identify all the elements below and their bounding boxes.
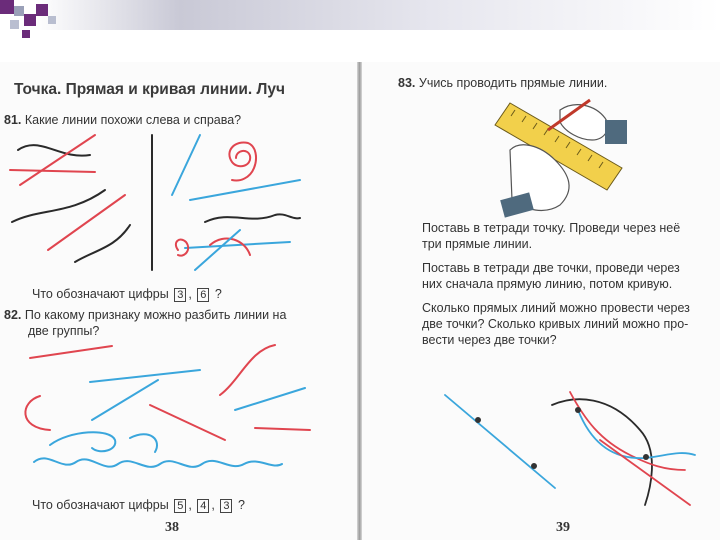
- digit-box: 3: [220, 499, 232, 513]
- question-mark: ?: [237, 498, 245, 512]
- curve-red: [25, 396, 50, 430]
- ex83-lines: [445, 392, 695, 505]
- line-blue-straight: [445, 395, 555, 488]
- curve-blue: [130, 434, 157, 452]
- instruction-line: две точки? Сколько кривых линий можно про-: [422, 317, 689, 331]
- digit-box: 4: [197, 499, 209, 513]
- wave-blue: [34, 458, 282, 467]
- question-mark: ?: [214, 287, 222, 301]
- point: [531, 463, 537, 469]
- spiral-red: [229, 142, 256, 180]
- ex83-text: Учись проводить прямые линии.: [418, 76, 608, 90]
- exercise-number: 82.: [4, 308, 22, 322]
- instruction-line: них сначала прямую линию, потом кривую.: [422, 277, 673, 291]
- line-blue: [195, 230, 240, 270]
- line-blue: [90, 370, 200, 382]
- page-number-left: 38: [165, 520, 179, 535]
- question-text: Что обозначают цифры: [32, 287, 169, 301]
- line-red: [600, 440, 690, 505]
- exercise-number: 81.: [4, 113, 22, 127]
- curve-black: [75, 225, 130, 262]
- line-red: [20, 135, 95, 185]
- ex82-text-line2: две группы?: [28, 324, 100, 338]
- line-red: [255, 428, 310, 430]
- instruction-line: три прямые линии.: [422, 237, 533, 251]
- ex81-lines: [10, 135, 300, 270]
- lesson-title: Точка. Прямая и кривая линии. Луч: [14, 81, 286, 98]
- digit-box: 3: [174, 288, 186, 302]
- line-blue: [92, 380, 158, 420]
- line-red: [10, 170, 95, 172]
- page-number-right: 39: [556, 520, 570, 535]
- line-blue: [190, 180, 300, 200]
- hand-right: [560, 105, 608, 140]
- ex81-question: Что обозначают цифры 3 , 6 ?: [32, 287, 222, 301]
- digit-box: 6: [197, 288, 209, 302]
- point: [475, 417, 481, 423]
- instruction-line: Поставь в тетради точку. Проведи через неё: [422, 221, 681, 235]
- curve-blue: [578, 410, 695, 458]
- line-blue: [185, 242, 290, 248]
- line-red: [150, 405, 225, 440]
- curve-black: [12, 190, 105, 222]
- instruction-line: Сколько прямых линий можно провести через: [422, 301, 690, 315]
- curve-red: [570, 392, 685, 470]
- curve-blue: [50, 432, 115, 451]
- ruler-illustration: [495, 100, 627, 218]
- point: [575, 407, 581, 413]
- line-blue: [172, 135, 200, 195]
- instruction-line: Поставь в тетради две точки, проведи через: [422, 261, 680, 275]
- ex82-question: Что обозначают цифры 5 , 4 , 3 ?: [32, 498, 245, 512]
- exercise-number: 83.: [398, 76, 416, 90]
- sleeve-right: [605, 120, 627, 144]
- question-text: Что обозначают цифры: [32, 498, 169, 512]
- point: [643, 454, 649, 460]
- ex82-text-line1: По какому признаку можно разбить линии на: [24, 308, 287, 322]
- ex81-heading: [4, 113, 241, 128]
- ex82-lines: [25, 345, 310, 467]
- curve-black: [205, 214, 300, 222]
- curve-black: [552, 399, 652, 505]
- ex82-heading: [4, 308, 286, 323]
- curve-red: [220, 345, 275, 395]
- instruction-line: вести через две точки?: [422, 333, 557, 347]
- ex81-text: Какие линии похожи слева и справа?: [24, 113, 242, 127]
- line-blue: [235, 388, 305, 410]
- ex83-heading: [398, 76, 607, 91]
- digit-box: 5: [174, 499, 186, 513]
- sleeve-left: [500, 192, 534, 217]
- line-red: [30, 346, 112, 358]
